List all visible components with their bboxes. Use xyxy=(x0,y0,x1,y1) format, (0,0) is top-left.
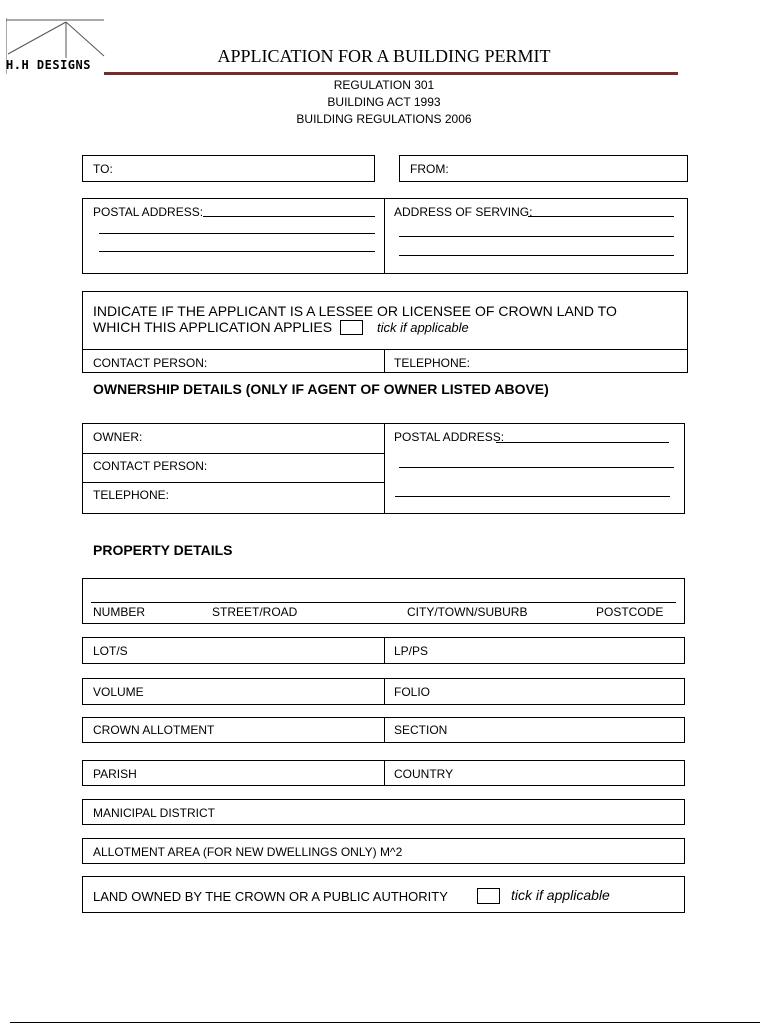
allotment-area-label: ALLOTMENT AREA (FOR NEW DWELLINGS ONLY) M^2 xyxy=(93,845,403,859)
crown-allotment-row xyxy=(82,717,685,743)
ownership-panel xyxy=(82,423,685,514)
postal-address-line-2[interactable] xyxy=(99,233,375,234)
subtitle-regulations: BUILDING REGULATIONS 2006 xyxy=(296,112,472,126)
owner-postal-line-2[interactable] xyxy=(399,467,674,468)
owner-telephone-label: TELEPHONE: xyxy=(93,488,170,502)
address-panel xyxy=(82,198,688,274)
crown-allotment-divider xyxy=(384,718,385,742)
subtitle-regulation: REGULATION 301 xyxy=(333,78,435,92)
owner-label: OWNER: xyxy=(93,430,143,444)
footer-rule xyxy=(10,1022,760,1023)
postal-address-line-1[interactable] xyxy=(203,216,375,217)
serving-address-line-1[interactable] xyxy=(528,216,674,217)
subtitle-act: BUILDING ACT 1993 xyxy=(327,95,441,109)
address-divider xyxy=(384,199,385,273)
logo-text: H.H DESIGNS xyxy=(6,58,91,72)
page-title: APPLICATION FOR A BUILDING PERMIT xyxy=(217,46,551,66)
folio-label: FOLIO xyxy=(394,685,431,699)
crown-land-divider xyxy=(83,349,687,350)
lot-row xyxy=(82,637,685,664)
ownership-row-divider-2 xyxy=(83,482,384,483)
parish-divider xyxy=(384,761,385,785)
serving-address-label: ADDRESS OF SERVING: xyxy=(394,205,533,219)
land-owned-panel xyxy=(82,876,685,913)
land-owned-checkbox[interactable] xyxy=(477,888,500,904)
volume-divider xyxy=(384,679,385,704)
lots-label: LOT/S xyxy=(93,644,128,658)
number-label: NUMBER xyxy=(93,605,146,619)
municipal-district-label: MANICIPAL DISTRICT xyxy=(93,806,216,820)
property-heading: PROPERTY DETAILS xyxy=(93,542,233,558)
crown-land-tick-hint: tick if applicable xyxy=(377,320,469,335)
crown-land-panel xyxy=(82,291,688,373)
from-label: FROM: xyxy=(410,162,449,176)
owner-postal-line-3[interactable] xyxy=(395,496,670,497)
owner-postal-line-1[interactable] xyxy=(496,442,669,443)
owner-postal-address-label: POSTAL ADDRESS: xyxy=(394,430,505,444)
telephone-label: TELEPHONE: xyxy=(394,356,471,370)
contact-person-label: CONTACT PERSON: xyxy=(93,356,208,370)
title-rule xyxy=(104,72,678,75)
allotment-area-field[interactable] xyxy=(82,838,685,864)
parish-row xyxy=(82,760,685,786)
serving-address-line-3[interactable] xyxy=(399,255,674,256)
municipal-district-field[interactable] xyxy=(82,799,685,825)
from-field[interactable] xyxy=(399,155,688,182)
city-label: CITY/TOWN/SUBURB xyxy=(407,605,528,619)
postal-address-line-3[interactable] xyxy=(99,251,375,252)
volume-label: VOLUME xyxy=(93,685,144,699)
volume-row xyxy=(82,678,685,705)
ownership-divider xyxy=(384,424,385,513)
ownership-row-divider-1 xyxy=(83,453,384,454)
property-address-panel xyxy=(82,578,685,624)
crown-land-question-line-1: INDICATE IF THE APPLICANT IS A LESSEE OR LICENSEE OF CROWN LAND TO xyxy=(93,303,617,319)
contact-divider xyxy=(384,349,385,372)
crown-land-checkbox[interactable] xyxy=(340,320,363,335)
crown-allotment-label: CROWN ALLOTMENT xyxy=(93,723,215,737)
serving-address-line-2[interactable] xyxy=(399,236,674,237)
postal-address-label: POSTAL ADDRESS: xyxy=(93,205,204,219)
property-address-line[interactable] xyxy=(91,602,676,603)
country-label: COUNTRY xyxy=(394,767,454,781)
company-logo xyxy=(6,18,106,76)
land-owned-label: LAND OWNED BY THE CROWN OR A PUBLIC AUTHORITY xyxy=(93,889,448,904)
owner-contact-label: CONTACT PERSON: xyxy=(93,459,208,473)
ownership-heading: OWNERSHIP DETAILS (ONLY IF AGENT OF OWNER LISTED ABOVE) xyxy=(93,381,549,397)
lot-divider xyxy=(384,638,385,663)
to-label: TO: xyxy=(93,162,113,176)
land-owned-tick-hint: tick if applicable xyxy=(511,887,610,903)
crown-land-question-line-2: WHICH THIS APPLICATION APPLIES xyxy=(93,319,333,335)
lpps-label: LP/PS xyxy=(394,644,429,658)
parish-label: PARISH xyxy=(93,767,137,781)
to-field[interactable] xyxy=(82,155,375,182)
postcode-label: POSTCODE xyxy=(596,605,664,619)
street-label: STREET/ROAD xyxy=(212,605,298,619)
section-label: SECTION xyxy=(394,723,448,737)
